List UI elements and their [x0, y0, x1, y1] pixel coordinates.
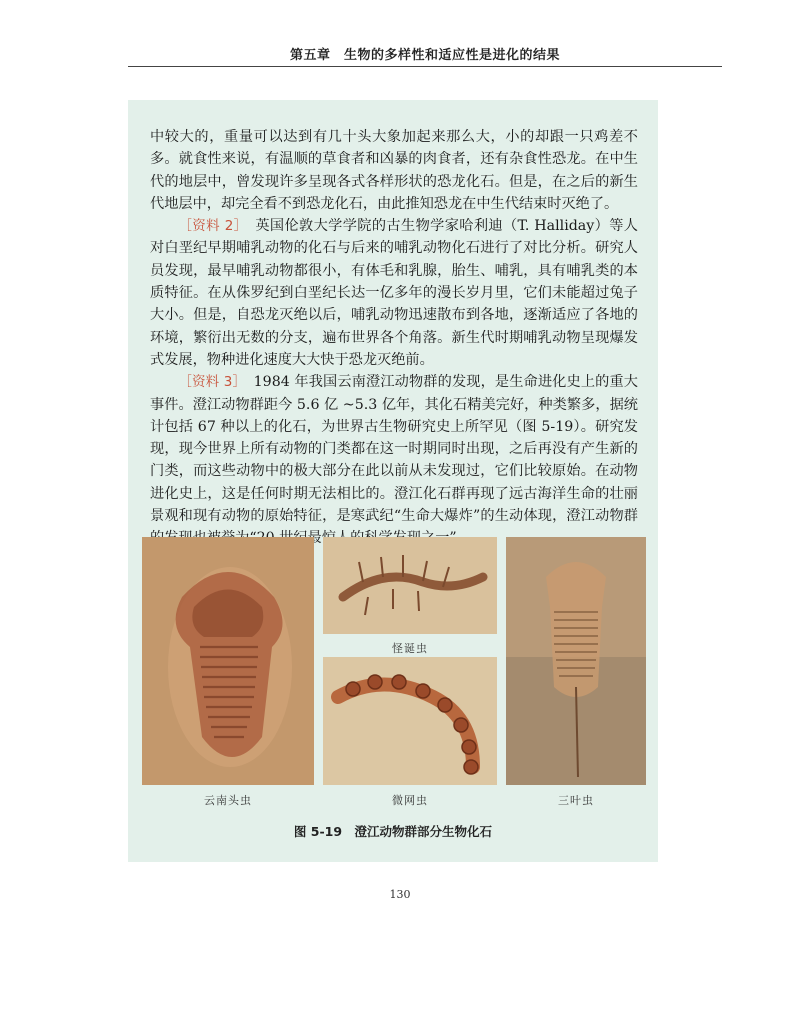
paragraph-3: ［资料 3］ 1984 年我国云南澄江动物群的发现，是生命进化史上的重大事件。澄江动物群距今 5.6 亿 ~5.3 亿年，其化石精美完好，种类繁多，据统计包括 67 种以上的化石，为世界古生物研究史上所罕见（图 5-19）。研究发现，现今世界上所有动物的门类都在这一时期同时出现，之后再没有产生新的门类，而这些动物中的极大部分在此以前从未发现过，它们比较原始。在动物进化史上，这是任何时期无法相比的。澄江化石群再现了远古海洋生命的壮丽景观和现有动物的原始特征，是寒武纪“生命大爆炸”的生动体现，澄江动物群: [150, 374, 638, 525]
material-tag-2: ［资料 2］: [178, 218, 241, 235]
fossil-photo-hallucigenia: [323, 537, 497, 634]
fossil-photo-trilobite: [506, 537, 646, 785]
caption-microdictyon: 微网虫: [392, 794, 428, 807]
caption-yunnan-headworm: 云南头虫: [204, 794, 252, 807]
paragraph-2: ［资料 2］ 英国伦敦大学学院的古生物学家哈利迪（T. Halliday）等人对白垩纪早期哺乳动物的化石与后来的哺乳动物化石进行了对比分析。研究人员发现，最早哺乳动物都很小，有体毛和乳腺，胎生、哺乳，具有哺乳类的本质特征。在从侏罗纪到白垩纪长达一亿多年的漫长岁月里，它们未能超过兔子大小。但是，自恐龙灭绝以后，哺乳动物迅速散布到各地，逐渐适应了各地的环境，繁衍出无数的分支，遍布世界各个角落。新生代时期哺乳动物呈现爆发式发展，物种进化速度大大快于恐龙灭绝前。: [150, 218, 638, 368]
fossil-photo-microdictyon: [323, 657, 497, 785]
paragraph-1: 中较大的，重量可以达到有几十头大象加起来那么大，小的却跟一只鸡差不多。就食性来说，有温顺的草食者和凶暴的肉食者，还有杂食性恐龙。在中生代的地层中，曾发现许多呈现各式各样形状的恐龙化石。但是，在之后的新生代地层中，却完全看不到恐龙化石，由此推知恐龙在中生代结束时灭绝了。: [150, 129, 638, 212]
material-tag-3: ［资料 3］: [178, 374, 240, 391]
fossil-photo-yunnan-headworm: [142, 537, 314, 785]
body-text: [150, 126, 638, 550]
chapter-header: 第五章 生物的多样性和适应性是进化的结果: [289, 48, 560, 63]
caption-hallucigenia: 怪诞虫: [392, 642, 428, 655]
caption-trilobite: 三叶虫: [558, 794, 594, 807]
page-number: 130: [389, 888, 411, 901]
figure-title: 图 5-19 澄江动物群部分生物化石: [293, 824, 493, 839]
header-rule: [128, 66, 722, 67]
